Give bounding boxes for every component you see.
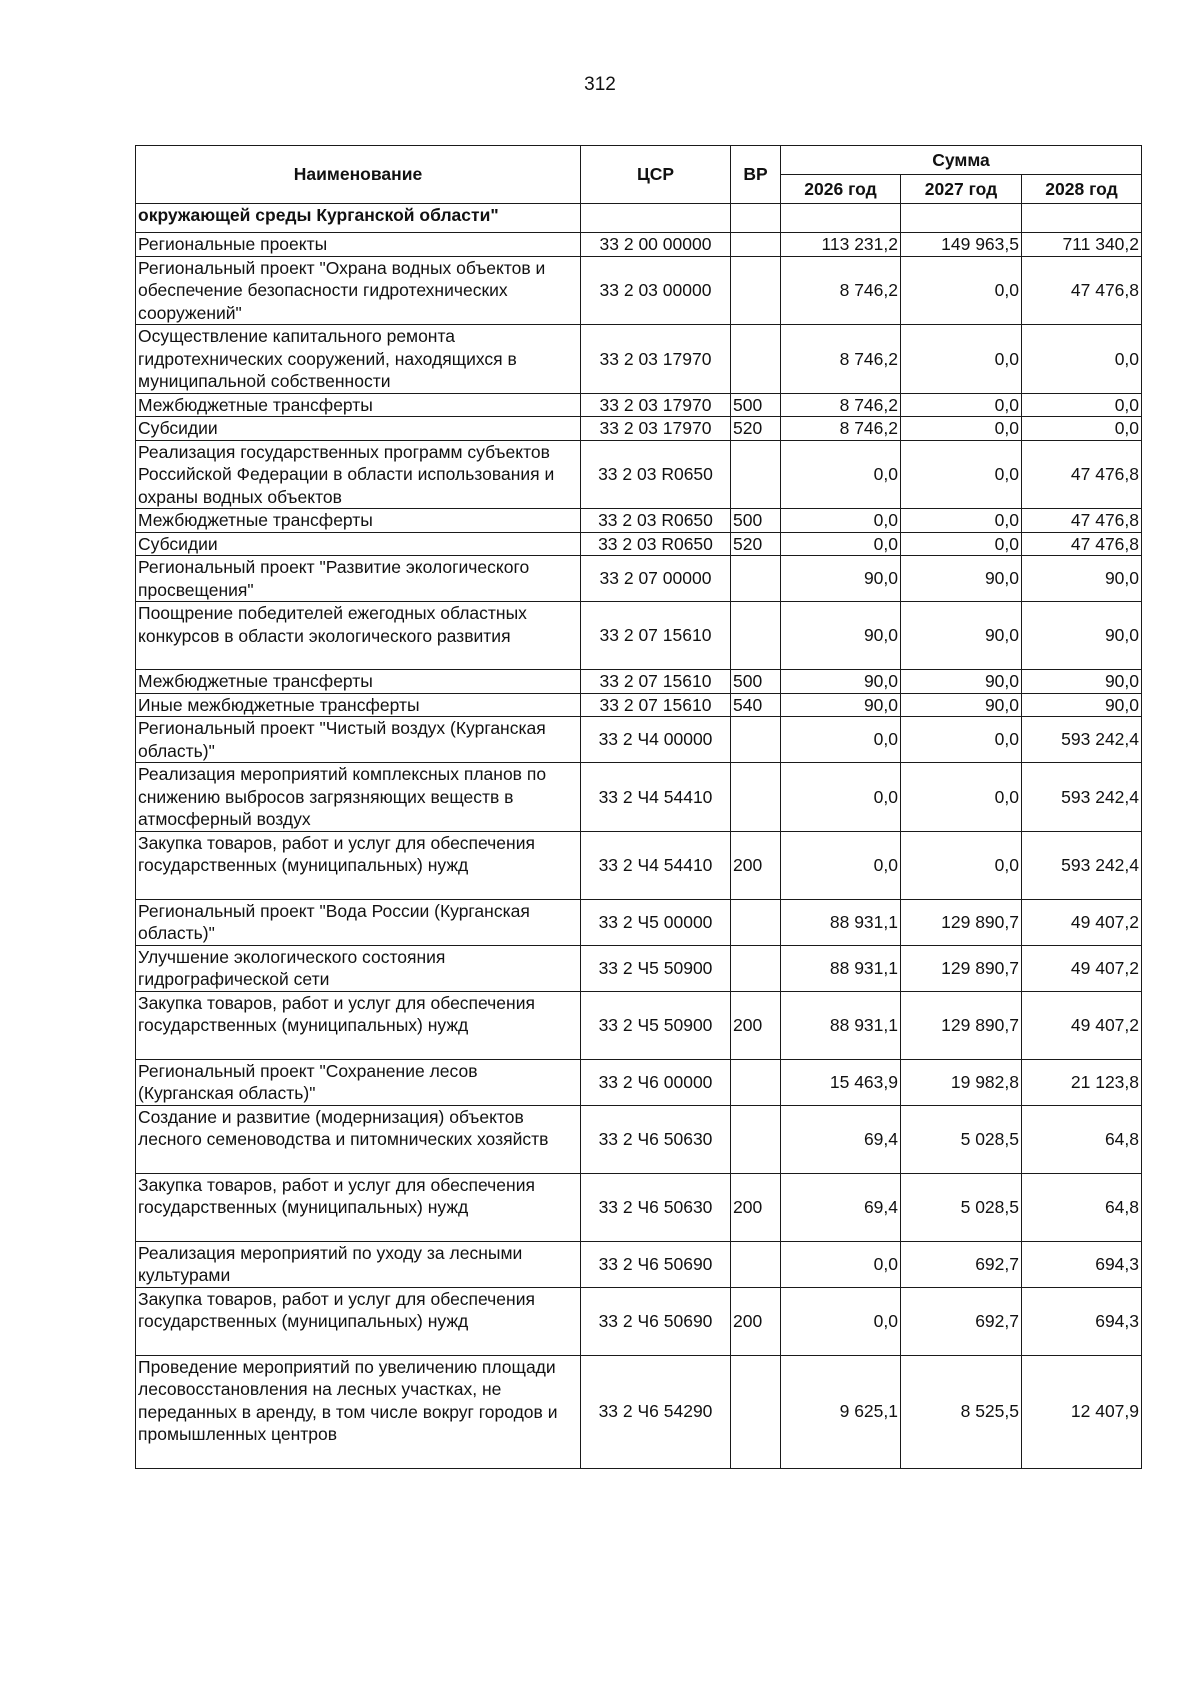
row-value-2027: 149 963,5 <box>901 233 1022 257</box>
row-value-2027: 90,0 <box>901 693 1022 717</box>
row-name: окружающей среды Курганской области" <box>136 204 581 233</box>
row-value-2028: 49 407,2 <box>1022 991 1142 1059</box>
row-vr <box>731 325 781 394</box>
table-row <box>136 1241 1142 1287</box>
table-row <box>136 602 1142 670</box>
table-row <box>136 1355 1142 1468</box>
row-name: Проведение мероприятий по увеличению площади лесовосстановления на лесных участках, не переданных в аренду, в том числе вокруг городов и промышленных центров <box>136 1355 581 1468</box>
row-csr: 33 2 03 17970 <box>581 393 731 417</box>
row-csr: 33 2 07 15610 <box>581 602 731 670</box>
row-value-2028: 711 340,2 <box>1022 233 1142 257</box>
row-value-2026: 90,0 <box>781 670 901 694</box>
row-vr: 520 <box>731 532 781 556</box>
row-value-2026: 69,4 <box>781 1105 901 1173</box>
row-value-2026 <box>781 204 901 233</box>
row-value-2028: 64,8 <box>1022 1173 1142 1241</box>
row-vr: 500 <box>731 509 781 533</box>
table-row <box>136 831 1142 899</box>
row-value-2026: 0,0 <box>781 1241 901 1287</box>
row-csr: 33 2 03 R0650 <box>581 440 731 509</box>
row-csr: 33 2 Ч6 54290 <box>581 1355 731 1468</box>
row-vr: 540 <box>731 693 781 717</box>
row-value-2027: 5 028,5 <box>901 1105 1022 1173</box>
row-value-2027: 0,0 <box>901 417 1022 441</box>
row-csr: 33 2 Ч5 50900 <box>581 945 731 991</box>
row-name: Закупка товаров, работ и услуг для обеспечения государственных (муниципальных) нужд <box>136 1287 581 1355</box>
budget-table <box>135 145 1142 1469</box>
row-vr <box>731 440 781 509</box>
row-csr: 33 2 07 00000 <box>581 556 731 602</box>
table-row <box>136 1173 1142 1241</box>
row-value-2028: 47 476,8 <box>1022 256 1142 325</box>
row-value-2028: 49 407,2 <box>1022 945 1142 991</box>
row-value-2028 <box>1022 204 1142 233</box>
header-csr: ЦСР <box>581 146 731 204</box>
row-csr: 33 2 07 15610 <box>581 670 731 694</box>
row-name: Региональный проект "Вода России (Курганская область)" <box>136 899 581 945</box>
row-csr: 33 2 03 17970 <box>581 325 731 394</box>
row-value-2028: 90,0 <box>1022 670 1142 694</box>
row-value-2028: 593 242,4 <box>1022 717 1142 763</box>
row-value-2026: 8 746,2 <box>781 417 901 441</box>
row-value-2027: 19 982,8 <box>901 1059 1022 1105</box>
row-csr: 33 2 Ч5 00000 <box>581 899 731 945</box>
row-value-2027: 129 890,7 <box>901 991 1022 1059</box>
row-value-2026: 0,0 <box>781 532 901 556</box>
row-vr <box>731 1355 781 1468</box>
row-name: Реализация мероприятий комплексных планов по снижению выбросов загрязняющих веществ в атмосферный воздух <box>136 763 581 832</box>
row-vr <box>731 763 781 832</box>
row-value-2027: 0,0 <box>901 831 1022 899</box>
row-name: Закупка товаров, работ и услуг для обеспечения государственных (муниципальных) нужд <box>136 1173 581 1241</box>
header-year-2026: 2026 год <box>781 175 901 204</box>
row-name: Региональный проект "Чистый воздух (Курганская область)" <box>136 717 581 763</box>
row-value-2028: 90,0 <box>1022 556 1142 602</box>
row-value-2028: 47 476,8 <box>1022 509 1142 533</box>
table-row <box>136 256 1142 325</box>
row-value-2027: 90,0 <box>901 670 1022 694</box>
row-value-2027: 0,0 <box>901 393 1022 417</box>
row-name: Межбюджетные трансферты <box>136 393 581 417</box>
row-vr <box>731 945 781 991</box>
row-vr <box>731 899 781 945</box>
row-value-2026: 8 746,2 <box>781 325 901 394</box>
row-csr: 33 2 07 15610 <box>581 693 731 717</box>
table-row <box>136 1059 1142 1105</box>
row-value-2026: 0,0 <box>781 509 901 533</box>
table-row <box>136 670 1142 694</box>
row-value-2026: 113 231,2 <box>781 233 901 257</box>
row-value-2027: 0,0 <box>901 532 1022 556</box>
row-value-2026: 90,0 <box>781 602 901 670</box>
header-year-2027: 2027 год <box>901 175 1022 204</box>
row-value-2026: 88 931,1 <box>781 945 901 991</box>
row-value-2028: 47 476,8 <box>1022 440 1142 509</box>
row-vr: 200 <box>731 1173 781 1241</box>
row-vr: 200 <box>731 991 781 1059</box>
row-value-2027: 5 028,5 <box>901 1173 1022 1241</box>
row-value-2027: 0,0 <box>901 509 1022 533</box>
row-value-2027: 90,0 <box>901 602 1022 670</box>
table-row <box>136 440 1142 509</box>
header-sum: Сумма <box>781 146 1142 175</box>
row-value-2027: 129 890,7 <box>901 899 1022 945</box>
row-name: Межбюджетные трансферты <box>136 670 581 694</box>
row-name: Реализация государственных программ субъектов Российской Федерации в области использования и охраны водных объектов <box>136 440 581 509</box>
row-value-2027: 0,0 <box>901 717 1022 763</box>
row-name: Региональные проекты <box>136 233 581 257</box>
row-value-2026: 8 746,2 <box>781 393 901 417</box>
table-row <box>136 1287 1142 1355</box>
row-value-2028: 64,8 <box>1022 1105 1142 1173</box>
row-vr: 200 <box>731 831 781 899</box>
table-row <box>136 899 1142 945</box>
row-csr: 33 2 Ч6 50630 <box>581 1105 731 1173</box>
row-name: Поощрение победителей ежегодных областных конкурсов в области экологического развития <box>136 602 581 670</box>
row-value-2026: 88 931,1 <box>781 991 901 1059</box>
row-csr: 33 2 Ч6 00000 <box>581 1059 731 1105</box>
table-row <box>136 763 1142 832</box>
row-name: Региональный проект "Охрана водных объектов и обеспечение безопасности гидротехнических сооружений" <box>136 256 581 325</box>
row-csr: 33 2 Ч4 54410 <box>581 763 731 832</box>
row-value-2027: 129 890,7 <box>901 945 1022 991</box>
row-csr <box>581 204 731 233</box>
row-value-2026: 0,0 <box>781 440 901 509</box>
row-vr <box>731 1059 781 1105</box>
row-name: Осуществление капитального ремонта гидротехнических сооружений, находящихся в муниципальной собственности <box>136 325 581 394</box>
row-vr <box>731 602 781 670</box>
row-csr: 33 2 03 R0650 <box>581 509 731 533</box>
row-csr: 33 2 Ч6 50630 <box>581 1173 731 1241</box>
table-row <box>136 1105 1142 1173</box>
row-vr: 200 <box>731 1287 781 1355</box>
row-vr <box>731 204 781 233</box>
row-value-2026: 90,0 <box>781 693 901 717</box>
page-number: 312 <box>584 74 616 95</box>
row-name: Иные межбюджетные трансферты <box>136 693 581 717</box>
table-row <box>136 991 1142 1059</box>
row-value-2026: 69,4 <box>781 1173 901 1241</box>
row-name: Субсидии <box>136 417 581 441</box>
row-csr: 33 2 Ч6 50690 <box>581 1287 731 1355</box>
table-row <box>136 693 1142 717</box>
row-value-2027 <box>901 204 1022 233</box>
row-value-2027: 0,0 <box>901 763 1022 832</box>
table-row <box>136 532 1142 556</box>
table-row <box>136 417 1142 441</box>
row-value-2028: 12 407,9 <box>1022 1355 1142 1468</box>
table-body <box>136 204 1142 1469</box>
header-name: Наименование <box>136 146 581 204</box>
row-value-2027: 692,7 <box>901 1241 1022 1287</box>
row-value-2028: 593 242,4 <box>1022 831 1142 899</box>
table-row <box>136 945 1142 991</box>
row-value-2026: 0,0 <box>781 763 901 832</box>
row-name: Улучшение экологического состояния гидрографической сети <box>136 945 581 991</box>
row-name: Реализация мероприятий по уходу за лесными культурами <box>136 1241 581 1287</box>
row-csr: 33 2 Ч6 50690 <box>581 1241 731 1287</box>
row-csr: 33 2 03 17970 <box>581 417 731 441</box>
row-vr: 520 <box>731 417 781 441</box>
table-row <box>136 204 1142 233</box>
row-value-2026: 0,0 <box>781 1287 901 1355</box>
row-value-2026: 0,0 <box>781 717 901 763</box>
row-value-2027: 0,0 <box>901 325 1022 394</box>
row-value-2028: 694,3 <box>1022 1287 1142 1355</box>
row-value-2028: 0,0 <box>1022 393 1142 417</box>
row-csr: 33 2 03 00000 <box>581 256 731 325</box>
row-csr: 33 2 Ч4 00000 <box>581 717 731 763</box>
row-value-2028: 90,0 <box>1022 602 1142 670</box>
row-name: Региональный проект "Сохранение лесов (Курганская область)" <box>136 1059 581 1105</box>
row-value-2028: 47 476,8 <box>1022 532 1142 556</box>
row-vr <box>731 1105 781 1173</box>
row-name: Закупка товаров, работ и услуг для обеспечения государственных (муниципальных) нужд <box>136 831 581 899</box>
table-row <box>136 233 1142 257</box>
row-value-2026: 8 746,2 <box>781 256 901 325</box>
row-csr: 33 2 Ч5 50900 <box>581 991 731 1059</box>
row-csr: 33 2 Ч4 54410 <box>581 831 731 899</box>
row-vr: 500 <box>731 393 781 417</box>
row-name: Закупка товаров, работ и услуг для обеспечения государственных (муниципальных) нужд <box>136 991 581 1059</box>
row-vr <box>731 256 781 325</box>
row-csr: 33 2 00 00000 <box>581 233 731 257</box>
table-row <box>136 556 1142 602</box>
row-value-2026: 9 625,1 <box>781 1355 901 1468</box>
table-row <box>136 325 1142 394</box>
row-value-2027: 692,7 <box>901 1287 1022 1355</box>
row-vr <box>731 1241 781 1287</box>
row-name: Субсидии <box>136 532 581 556</box>
row-vr <box>731 556 781 602</box>
row-vr: 500 <box>731 670 781 694</box>
row-value-2026: 15 463,9 <box>781 1059 901 1105</box>
row-value-2028: 0,0 <box>1022 417 1142 441</box>
table-row <box>136 393 1142 417</box>
row-value-2028: 21 123,8 <box>1022 1059 1142 1105</box>
row-value-2027: 8 525,5 <box>901 1355 1022 1468</box>
row-value-2028: 593 242,4 <box>1022 763 1142 832</box>
row-name: Создание и развитие (модернизация) объектов лесного семеноводства и питомнических хозяйств <box>136 1105 581 1173</box>
row-value-2028: 49 407,2 <box>1022 899 1142 945</box>
row-value-2028: 90,0 <box>1022 693 1142 717</box>
row-value-2027: 90,0 <box>901 556 1022 602</box>
row-value-2026: 0,0 <box>781 831 901 899</box>
header-vr: ВР <box>731 146 781 204</box>
row-value-2028: 694,3 <box>1022 1241 1142 1287</box>
row-value-2027: 0,0 <box>901 256 1022 325</box>
row-value-2026: 88 931,1 <box>781 899 901 945</box>
row-vr <box>731 717 781 763</box>
row-name: Межбюджетные трансферты <box>136 509 581 533</box>
header-year-2028: 2028 год <box>1022 175 1142 204</box>
table-row <box>136 509 1142 533</box>
row-name: Региональный проект "Развитие экологического просвещения" <box>136 556 581 602</box>
row-value-2027: 0,0 <box>901 440 1022 509</box>
row-value-2026: 90,0 <box>781 556 901 602</box>
table-row <box>136 717 1142 763</box>
row-vr <box>731 233 781 257</box>
row-csr: 33 2 03 R0650 <box>581 532 731 556</box>
row-value-2028: 0,0 <box>1022 325 1142 394</box>
